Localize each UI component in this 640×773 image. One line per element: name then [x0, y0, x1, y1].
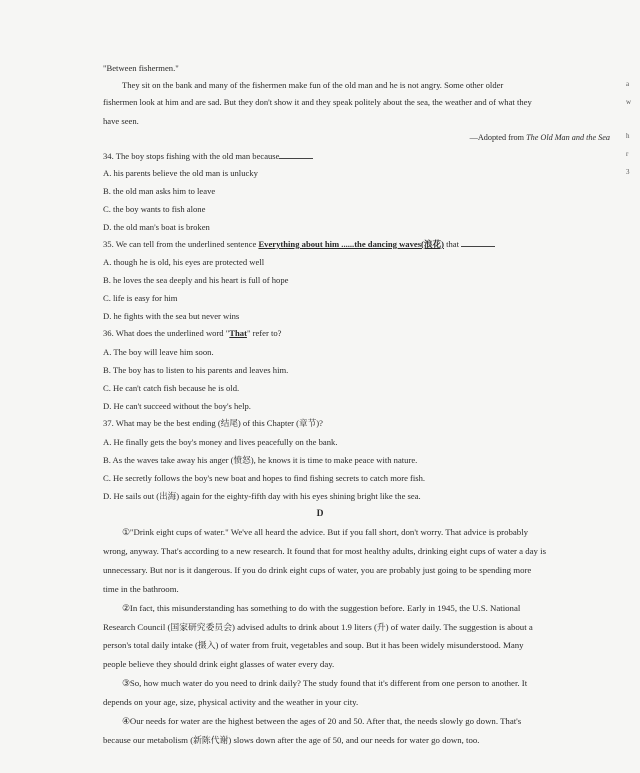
option: D. He can't succeed without the boy's help. — [103, 401, 251, 411]
paragraph-1-line: ①"Drink eight cups of water." We've all heard the advice. But if you fall short, don't worry. That advice is probably — [122, 527, 529, 537]
section-d-heading: D — [316, 509, 324, 519]
paragraph-4-line: because our metabolism (新陈代谢) slows down after the age of 50, and our needs for water go down, too. — [103, 735, 480, 745]
option: C. He can't catch fish because he is old. — [103, 383, 240, 393]
option: C. life is easy for him — [103, 293, 178, 303]
option: A. his parents believe the old man is unlucky — [103, 168, 258, 178]
option: D. He sails out (出海) again for the eighty-fifth day with his eyes shining bright like the sea. — [103, 491, 421, 501]
option: B. he loves the sea deeply and his heart is full of hope — [103, 275, 289, 285]
option: A. though he is old, his eyes are protected well — [103, 257, 265, 267]
margin-mark: h — [626, 132, 630, 140]
paragraph-3-line: ③So, how much water do you need to drink daily? The study found that it's different from one person to another. It — [122, 678, 528, 688]
option: A. The boy will leave him soon. — [103, 347, 214, 357]
margin-mark: a — [626, 80, 630, 88]
option: B. The boy has to listen to his parents and leaves him. — [103, 365, 289, 375]
option: C. He secretly follows the boy's new boat and hopes to find fishing secrets to catch more fish. — [103, 473, 426, 483]
option: D. the old man's boat is broken — [103, 222, 210, 232]
margin-mark: w — [626, 98, 632, 106]
passage-c-line: "Between fishermen." — [103, 63, 179, 73]
paragraph-2-line: person's total daily intake (摄入) of water from fruit, vegetables and soup. But it has been widely misunderstood. Many — [103, 640, 524, 650]
paragraph-2-line: people believe they should drink eight glasses of water every day. — [103, 659, 335, 669]
source-title: The Old Man and the Sea — [526, 133, 610, 142]
underlined-sentence: Everything about him ......the dancing waves(浪花) — [258, 239, 444, 249]
option: B. As the waves take away his anger (愤怒), he knows it is time to make peace with nature. — [103, 455, 418, 465]
paragraph-2-line: ②In fact, this misunderstanding has something to do with the suggestion before. Early in 1945, the U.S. National — [122, 603, 521, 613]
option: A. He finally gets the boy's money and lives peacefully on the bank. — [103, 437, 338, 447]
option: C. the boy wants to fish alone — [103, 204, 206, 214]
question-35-stem: 35. We can tell from the underlined sentence Everything about him ......the dancing waves(浪花) that — [103, 238, 623, 250]
underlined-word: That — [229, 328, 247, 338]
passage-source: —Adopted from The Old Man and the Sea — [469, 133, 610, 142]
passage-c-line: fishermen look at him and are sad. But they don't show it and they speak politely about the sea, the weather and of what they — [103, 97, 532, 107]
question-36-stem: 36. What does the underlined word "That" refer to? — [103, 328, 282, 338]
answer-blank — [279, 150, 313, 159]
paragraph-1-line: wrong, anyway. That's according to a new research. It found that for most healthy adults, drinking eight cups of water a day is — [103, 546, 547, 556]
question-34-stem: 34. The boy stops fishing with the old man because — [103, 150, 623, 162]
margin-mark: 3 — [626, 168, 630, 176]
paragraph-1-line: unnecessary. But nor is it dangerous. If you do drink eight cups of water, you are probably just going to be spending more — [103, 565, 532, 575]
question-37-stem: 37. What may be the best ending (结尾) of this Chapter (章节)? — [103, 418, 323, 428]
paragraph-1-line: time in the bathroom. — [103, 584, 179, 594]
paragraph-2-line: Research Council (国家研究委员会) advised adults to drink about 1.9 liters (升) of water daily. The suggestion is about a — [103, 622, 533, 632]
paragraph-3-line: depends on your age, size, physical activity and the weather in your city. — [103, 697, 359, 707]
passage-c-line: They sit on the bank and many of the fishermen make fun of the old man and he is not angry. Some other older — [122, 80, 504, 90]
passage-c-line: have seen. — [103, 116, 139, 126]
margin-mark: r — [626, 150, 629, 158]
option: D. he fights with the sea but never wins — [103, 311, 240, 321]
answer-blank — [461, 238, 495, 247]
paragraph-4-line: ④Our needs for water are the highest between the ages of 20 and 50. After that, the needs slowly go down. That's — [122, 716, 522, 726]
option: B. the old man asks him to leave — [103, 186, 216, 196]
